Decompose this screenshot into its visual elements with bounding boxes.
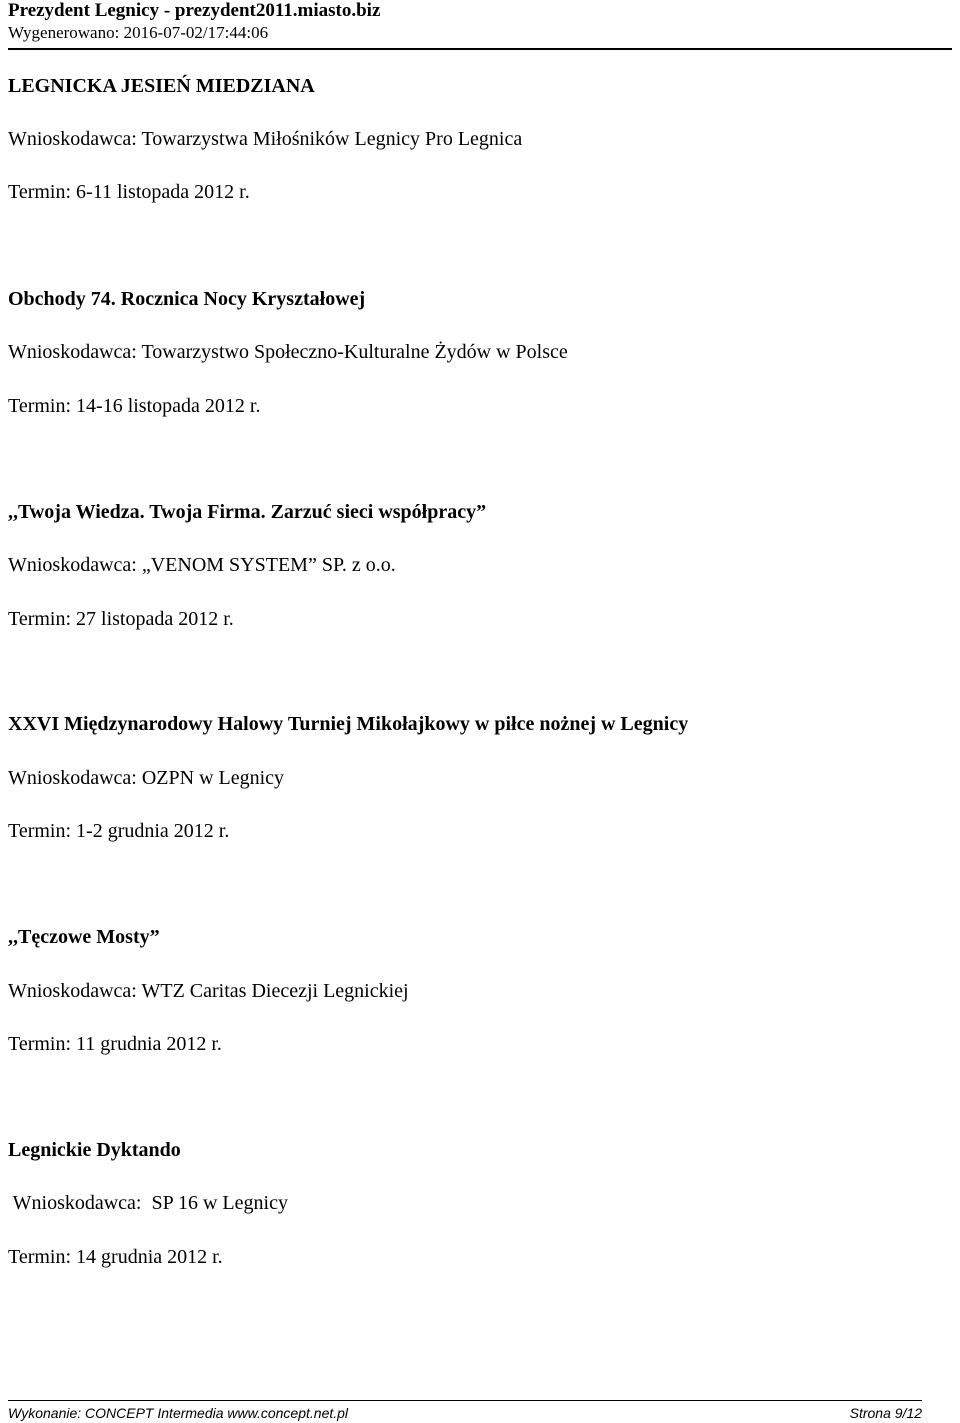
entry-title: LEGNICKA JESIEŃ MIEDZIANA xyxy=(8,75,315,97)
entry-applicant: Wnioskodawca: WTZ Caritas Diecezji Legnickiej xyxy=(8,980,409,1002)
entry-applicant: Wnioskodawca: OZPN w Legnicy xyxy=(8,767,285,789)
entry-title: ,,Twoja Wiedza. Twoja Firma. Zarzuć sieci współpracy” xyxy=(8,501,487,523)
header-divider xyxy=(8,48,952,50)
entry-date: Termin: 14 grudnia 2012 r. xyxy=(8,1246,223,1268)
entry-title: Obchody 74. Rocznica Nocy Kryształowej xyxy=(8,288,366,310)
entry-applicant: Wnioskodawca: Towarzystwo Społeczno-Kulturalne Żydów w Polsce xyxy=(8,341,568,363)
entry-title: Legnickie Dyktando xyxy=(8,1139,181,1161)
header-title: Prezydent Legnicy - prezydent2011.miasto.biz xyxy=(8,0,381,21)
entry-date: Termin: 27 listopada 2012 r. xyxy=(8,608,234,630)
entry-title: XXVI Międzynarodowy Halowy Turniej Mikołajkowy w piłce nożnej w Legnicy xyxy=(8,713,689,735)
entry-applicant: Wnioskodawca: Towarzystwa Miłośników Legnicy Pro Legnica xyxy=(8,128,523,150)
footer-credit: Wykonanie: CONCEPT Intermedia www.concept.net.pl xyxy=(8,1405,349,1421)
entry-applicant: Wnioskodawca: SP 16 w Legnicy xyxy=(8,1192,288,1214)
header-generated-timestamp: Wygenerowano: 2016-07-02/17:44:06 xyxy=(8,23,269,42)
entry-date: Termin: 1-2 grudnia 2012 r. xyxy=(8,820,230,842)
page-header xyxy=(8,0,952,44)
footer-divider xyxy=(8,1400,922,1401)
entry-title: ,,Tęczowe Mosty” xyxy=(8,926,160,948)
page-number: Strona 9/12 xyxy=(849,1405,922,1421)
entry-date: Termin: 14-16 listopada 2012 r. xyxy=(8,395,261,417)
entry-date: Termin: 6-11 listopada 2012 r. xyxy=(8,181,250,203)
entry-date: Termin: 11 grudnia 2012 r. xyxy=(8,1033,222,1055)
entry-applicant: Wnioskodawca: „VENOM SYSTEM” SP. z o.o. xyxy=(8,554,396,576)
